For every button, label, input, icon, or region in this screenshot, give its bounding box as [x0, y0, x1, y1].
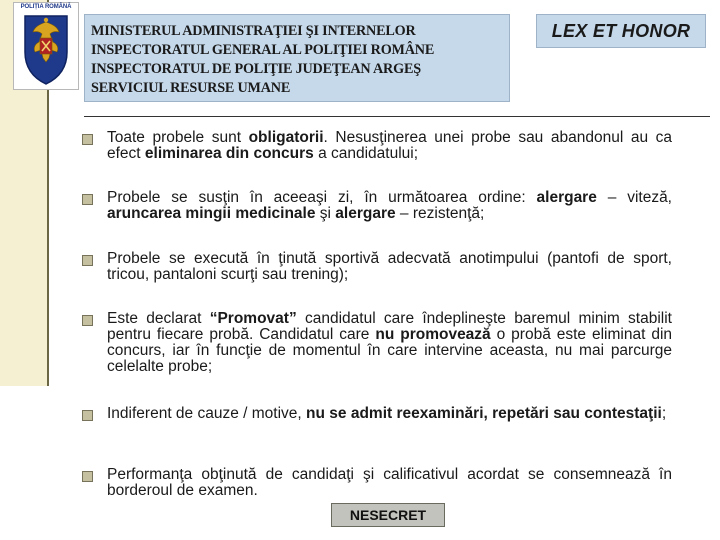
bullet-square-icon [82, 471, 93, 482]
emphasized-text: alergare [536, 189, 597, 206]
institution-header [84, 14, 510, 102]
body-text: a candidatului; [313, 145, 419, 162]
body-text: Este declarat [107, 310, 210, 327]
police-logo [13, 2, 79, 90]
body-text: ; [661, 405, 667, 422]
emphasized-text: aruncarea mingii medicinale [107, 205, 316, 222]
rule-text-2 [107, 190, 672, 222]
logo-caption: POLIȚIA ROMÂNĂ [20, 4, 72, 10]
header-line-ministry: MINISTERUL ADMINISTRAŢIEI ŞI INTERNELOR [91, 23, 416, 39]
rule-text-5 [107, 406, 672, 422]
header-line-inspectorate-general: INSPECTORATUL GENERAL AL POLIŢIEI ROMÂNE [91, 42, 435, 58]
header-divider [84, 116, 710, 117]
emphasized-text: nu promovează [375, 326, 491, 343]
header-line-county-inspectorate: INSPECTORATUL DE POLIŢIE JUDEŢEAN ARGEŞ [91, 61, 421, 77]
bullet-square-icon [82, 194, 93, 205]
motto-text: LEX ET HONOR [551, 20, 691, 41]
body-text: Performanţa obţinută de candidaţi şi calificativul acordat se consemnează în borderoul de examen. [107, 466, 672, 499]
emphasized-text: alergare [335, 205, 396, 222]
bullet-square-icon [82, 134, 93, 145]
body-text: . Nesusţinerea unei probe sau abandonul au ca efect [107, 129, 672, 162]
header-line-service: SERVICIUL RESURSE UMANE [91, 80, 291, 96]
body-text: şi [315, 205, 336, 222]
rule-text-1 [107, 130, 672, 162]
emphasized-text: obligatorii [248, 129, 324, 146]
emphasized-text: eliminarea din concurs [144, 145, 314, 162]
body-text: Probele se susţin în aceeaşi zi, în următoarea ordine: [107, 189, 537, 206]
body-text: Probele se execută în ţinută sportivă adecvată anotimpului (pantofi de sport, tricou, pantaloni scurţi sau trening); [107, 250, 672, 283]
body-text: o probă este eliminat din concurs, iar în funcţie de momentul în care intervine aceasta, nu mai parcurge celelalte probe; [107, 326, 673, 375]
emphasized-text: “Promovat” [209, 310, 297, 327]
rule-text-3 [107, 251, 672, 283]
body-text: – viteză, [596, 189, 672, 206]
classification-label: NESECRET [349, 507, 427, 523]
classification-badge [331, 503, 445, 527]
bullet-square-icon [82, 255, 93, 266]
rule-text-4 [107, 311, 672, 375]
body-text: Indiferent de cauze / motive, [107, 405, 307, 422]
emphasized-text: nu se admit reexaminări, repetări sau contestaţii [306, 405, 662, 422]
bullet-square-icon [82, 315, 93, 326]
body-text: candidatul care îndeplineşte baremul minim stabilit pentru fiecare probă. Candidatul care [107, 310, 672, 343]
body-text: – rezistenţă; [395, 205, 485, 222]
coat-of-arms-icon [21, 12, 71, 86]
body-text: Toate probele sunt [107, 129, 249, 146]
motto-box [536, 14, 706, 48]
rule-text-6 [107, 467, 672, 499]
bullet-square-icon [82, 410, 93, 421]
